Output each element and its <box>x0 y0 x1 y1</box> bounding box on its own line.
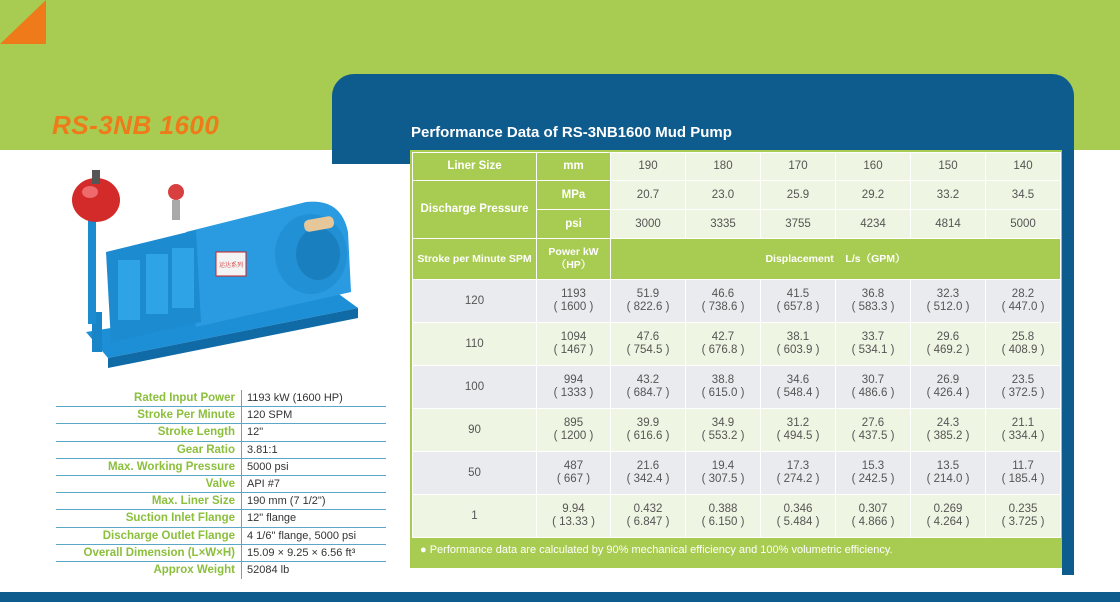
displacement-cell-value: 38.8 <box>711 374 735 386</box>
displacement-cell <box>686 452 761 495</box>
displacement-cell-value: 32.3 <box>936 288 960 300</box>
spec-row <box>56 424 386 441</box>
displacement-cell-value: 17.3 <box>786 460 810 472</box>
spec-value: 15.09 × 9.25 × 6.56 ft³ <box>241 545 386 561</box>
displacement-cell <box>911 366 986 409</box>
spec-row <box>56 390 386 407</box>
psi-unit-header: psi <box>537 210 611 239</box>
liner-size-cell: 190 <box>611 153 686 181</box>
displacement-cell-value: 27.6 <box>861 417 885 429</box>
spm-cell: 1 <box>413 495 537 538</box>
displacement-cell-sub: ( 4.264 ) <box>926 516 970 528</box>
displacement-cell <box>761 366 836 409</box>
displacement-cell <box>986 366 1061 409</box>
displacement-cell-value: 13.5 <box>936 460 960 472</box>
spec-value: 52084 lb <box>241 562 386 579</box>
displacement-cell <box>836 409 911 452</box>
displacement-cell-sub: ( 214.0 ) <box>926 473 970 485</box>
displacement-cell-sub: ( 4.866 ) <box>851 516 895 528</box>
displacement-cell-sub: ( 408.9 ) <box>1001 344 1045 356</box>
spec-label: Discharge Outlet Flange <box>102 529 235 542</box>
displacement-cell-sub: ( 274.2 ) <box>776 473 820 485</box>
spec-value: 4 1/6" flange, 5000 psi <box>241 528 386 544</box>
spec-row <box>56 510 386 527</box>
displacement-cell-sub: ( 548.4 ) <box>776 387 820 399</box>
spec-value: 120 SPM <box>241 407 386 423</box>
psi-cell: 3755 <box>761 210 836 239</box>
displacement-cell-value: 0.388 <box>708 503 738 515</box>
performance-table-panel <box>410 150 1062 568</box>
spec-label: Stroke Per Minute <box>137 409 235 422</box>
spec-row <box>56 528 386 545</box>
power-cell-sub: ( 1600 ) <box>553 301 594 313</box>
power-header: Power kW（HP） <box>537 239 611 280</box>
spec-label: Suction Inlet Flange <box>125 512 235 525</box>
spec-row <box>56 562 386 579</box>
table-row <box>413 495 1061 538</box>
spec-row <box>56 493 386 510</box>
displacement-cell <box>611 366 686 409</box>
displacement-cell-sub: ( 5.484 ) <box>776 516 820 528</box>
displacement-cell <box>986 280 1061 323</box>
displacement-cell <box>761 323 836 366</box>
spm-cell: 90 <box>413 409 537 452</box>
displacement-header: Displacement L/s（GPM） <box>611 239 1061 280</box>
displacement-cell-sub: ( 6.150 ) <box>701 516 745 528</box>
power-cell <box>537 452 611 495</box>
power-cell <box>537 323 611 366</box>
displacement-cell-value: 51.9 <box>636 288 660 300</box>
displacement-cell <box>611 452 686 495</box>
displacement-cell-value: 21.6 <box>636 460 660 472</box>
liner-size-cell: 180 <box>686 153 761 181</box>
displacement-cell <box>911 452 986 495</box>
displacement-cell-sub: ( 447.0 ) <box>1001 301 1045 313</box>
displacement-cell-sub: ( 372.5 ) <box>1001 387 1045 399</box>
displacement-cell-value: 25.8 <box>1011 331 1035 343</box>
displacement-cell-value: 30.7 <box>861 374 885 386</box>
spec-value: API #7 <box>241 476 386 492</box>
displacement-cell-sub: ( 494.5 ) <box>776 430 820 442</box>
product-title: RS-3NB 1600 <box>52 110 220 140</box>
power-cell-value: 1193 <box>561 288 586 300</box>
pump-label: 运达系列 <box>218 262 244 269</box>
spec-value: 5000 psi <box>241 459 386 475</box>
displacement-cell-value: 34.6 <box>786 374 810 386</box>
mpa-cell: 23.0 <box>686 181 761 210</box>
displacement-cell <box>611 495 686 538</box>
mpa-cell: 20.7 <box>611 181 686 210</box>
displacement-cell-sub: ( 615.0 ) <box>701 387 745 399</box>
displacement-cell <box>611 323 686 366</box>
displacement-cell-value: 26.9 <box>936 374 960 386</box>
displacement-cell-value: 0.346 <box>783 503 813 515</box>
spec-label: Rated Input Power <box>134 392 235 405</box>
spec-value: 3.81:1 <box>241 442 386 458</box>
displacement-cell-value: 0.307 <box>858 503 888 515</box>
displacement-cell-value: 42.7 <box>711 331 735 343</box>
table-row <box>413 366 1061 409</box>
panel-title: Performance Data of RS-3NB1600 Mud Pump <box>411 124 732 141</box>
power-cell <box>537 280 611 323</box>
psi-cell: 4814 <box>911 210 986 239</box>
displacement-cell-sub: ( 469.2 ) <box>926 344 970 356</box>
displacement-cell-sub: ( 426.4 ) <box>926 387 970 399</box>
spec-value: 190 mm (7 1/2") <box>241 493 386 509</box>
displacement-cell-sub: ( 603.9 ) <box>776 344 820 356</box>
displacement-cell <box>761 452 836 495</box>
displacement-cell <box>836 323 911 366</box>
liner-size-cell: 140 <box>986 153 1061 181</box>
displacement-cell <box>836 495 911 538</box>
displacement-cell-sub: ( 738.6 ) <box>701 301 745 313</box>
displacement-cell-sub: ( 334.4 ) <box>1001 430 1045 442</box>
mpa-cell: 33.2 <box>911 181 986 210</box>
displacement-cell <box>761 280 836 323</box>
displacement-cell-sub: ( 553.2 ) <box>701 430 745 442</box>
power-cell-value: 487 <box>563 460 584 472</box>
psi-cell: 5000 <box>986 210 1061 239</box>
table-row <box>413 452 1061 495</box>
table-row <box>413 409 1061 452</box>
power-cell-value: 895 <box>563 417 584 429</box>
spec-row <box>56 476 386 493</box>
displacement-cell <box>986 409 1061 452</box>
power-cell-sub: ( 1333 ) <box>553 387 594 399</box>
spm-header: Stroke per Minute SPM <box>413 239 537 280</box>
displacement-cell-sub: ( 242.5 ) <box>851 473 895 485</box>
power-cell-value: 1094 <box>560 331 587 343</box>
spec-label: Max. Liner Size <box>151 495 235 508</box>
displacement-cell-value: 21.1 <box>1011 417 1035 429</box>
spec-label: Gear Ratio <box>176 443 235 456</box>
displacement-cell <box>686 323 761 366</box>
discharge-pressure-header: Discharge Pressure <box>413 181 537 239</box>
displacement-cell <box>686 409 761 452</box>
mpa-cell: 25.9 <box>761 181 836 210</box>
power-cell-value: 994 <box>563 374 584 386</box>
displacement-cell-value: 41.5 <box>786 288 810 300</box>
power-cell-sub: ( 667 ) <box>556 473 591 485</box>
spec-label: Stroke Length <box>157 426 235 439</box>
spec-list <box>56 390 386 579</box>
displacement-cell-sub: ( 342.4 ) <box>626 473 670 485</box>
psi-cell: 4234 <box>836 210 911 239</box>
displacement-cell-value: 39.9 <box>636 417 660 429</box>
spm-cell: 100 <box>413 366 537 409</box>
displacement-cell <box>986 495 1061 538</box>
displacement-cell-sub: ( 616.6 ) <box>626 430 670 442</box>
spec-row <box>56 545 386 562</box>
displacement-cell-value: 47.6 <box>636 331 660 343</box>
spec-value: 12" <box>241 424 386 440</box>
footnote: ● Performance data are calculated by 90% mechanical efficiency and 100% volumetric efficiency. <box>420 544 893 556</box>
displacement-cell-value: 0.235 <box>1008 503 1038 515</box>
displacement-cell-sub: ( 534.1 ) <box>851 344 895 356</box>
displacement-cell-value: 34.9 <box>711 417 735 429</box>
mpa-unit-header: MPa <box>537 181 611 210</box>
displacement-cell <box>836 280 911 323</box>
displacement-cell-sub: ( 6.847 ) <box>626 516 670 528</box>
liner-size-cell: 150 <box>911 153 986 181</box>
displacement-cell-sub: ( 657.8 ) <box>776 301 820 313</box>
displacement-cell-value: 29.6 <box>936 331 960 343</box>
displacement-cell-sub: ( 185.4 ) <box>1001 473 1045 485</box>
spec-label: Max. Working Pressure <box>108 460 235 473</box>
displacement-cell <box>911 409 986 452</box>
displacement-cell-value: 0.269 <box>933 503 963 515</box>
displacement-cell-sub: ( 676.8 ) <box>701 344 745 356</box>
displacement-cell-value: 43.2 <box>636 374 660 386</box>
mm-unit-header: mm <box>537 153 611 181</box>
displacement-cell <box>986 323 1061 366</box>
mpa-cell: 29.2 <box>836 181 911 210</box>
psi-cell: 3000 <box>611 210 686 239</box>
table-row <box>413 280 1061 323</box>
power-cell-sub: ( 13.33 ) <box>552 516 595 528</box>
displacement-cell-sub: ( 512.0 ) <box>926 301 970 313</box>
displacement-cell-value: 38.1 <box>786 331 810 343</box>
displacement-cell <box>911 495 986 538</box>
displacement-cell <box>836 452 911 495</box>
power-cell-value: 9.94 <box>562 503 585 515</box>
displacement-cell-value: 23.5 <box>1011 374 1035 386</box>
displacement-cell-sub: ( 437.5 ) <box>851 430 895 442</box>
panel-edge <box>1062 150 1074 575</box>
displacement-cell-sub: ( 486.6 ) <box>851 387 895 399</box>
table-row <box>413 323 1061 366</box>
spec-label: Overall Dimension (L×W×H) <box>83 546 235 559</box>
displacement-cell-sub: ( 385.2 ) <box>926 430 970 442</box>
spec-label: Valve <box>205 478 235 491</box>
liner-size-header: Liner Size <box>413 153 537 181</box>
displacement-cell <box>686 495 761 538</box>
mpa-cell: 34.5 <box>986 181 1061 210</box>
spm-cell: 110 <box>413 323 537 366</box>
footer-band <box>0 592 1120 602</box>
displacement-cell-value: 11.7 <box>1012 460 1034 472</box>
mud-pump-image <box>66 162 366 376</box>
displacement-cell <box>911 323 986 366</box>
displacement-cell <box>986 452 1061 495</box>
liner-size-cell: 160 <box>836 153 911 181</box>
spec-row <box>56 459 386 476</box>
power-cell <box>537 366 611 409</box>
displacement-cell <box>686 366 761 409</box>
displacement-cell-sub: ( 3.725 ) <box>1001 516 1045 528</box>
displacement-cell-sub: ( 684.7 ) <box>626 387 670 399</box>
displacement-cell-value: 19.4 <box>711 460 735 472</box>
spm-cell: 120 <box>413 280 537 323</box>
spec-row <box>56 442 386 459</box>
displacement-cell <box>611 280 686 323</box>
spec-value: 1193 kW (1600 HP) <box>241 390 386 406</box>
power-cell <box>537 409 611 452</box>
displacement-cell <box>911 280 986 323</box>
power-cell <box>537 495 611 538</box>
displacement-cell <box>686 280 761 323</box>
spec-row <box>56 407 386 424</box>
displacement-cell-sub: ( 583.3 ) <box>851 301 895 313</box>
displacement-cell-value: 24.3 <box>936 417 960 429</box>
displacement-cell-value: 31.2 <box>786 417 810 429</box>
displacement-cell-value: 15.3 <box>861 460 885 472</box>
spec-value: 12" flange <box>241 510 386 526</box>
displacement-cell-value: 46.6 <box>711 288 735 300</box>
liner-size-cell: 170 <box>761 153 836 181</box>
displacement-cell <box>761 495 836 538</box>
displacement-cell-value: 36.8 <box>861 288 885 300</box>
power-cell-sub: ( 1467 ) <box>553 344 594 356</box>
performance-table <box>412 152 1061 538</box>
displacement-cell <box>836 366 911 409</box>
displacement-cell <box>761 409 836 452</box>
spec-label: Approx Weight <box>153 564 235 577</box>
displacement-cell-value: 28.2 <box>1011 288 1035 300</box>
displacement-cell-sub: ( 754.5 ) <box>626 344 670 356</box>
displacement-cell-sub: ( 822.6 ) <box>626 301 670 313</box>
displacement-cell <box>611 409 686 452</box>
spm-cell: 50 <box>413 452 537 495</box>
displacement-cell-value: 33.7 <box>861 331 885 343</box>
orange-corner-icon <box>0 0 46 44</box>
displacement-cell-value: 0.432 <box>633 503 663 515</box>
psi-cell: 3335 <box>686 210 761 239</box>
displacement-cell-sub: ( 307.5 ) <box>701 473 745 485</box>
power-cell-sub: ( 1200 ) <box>553 430 594 442</box>
